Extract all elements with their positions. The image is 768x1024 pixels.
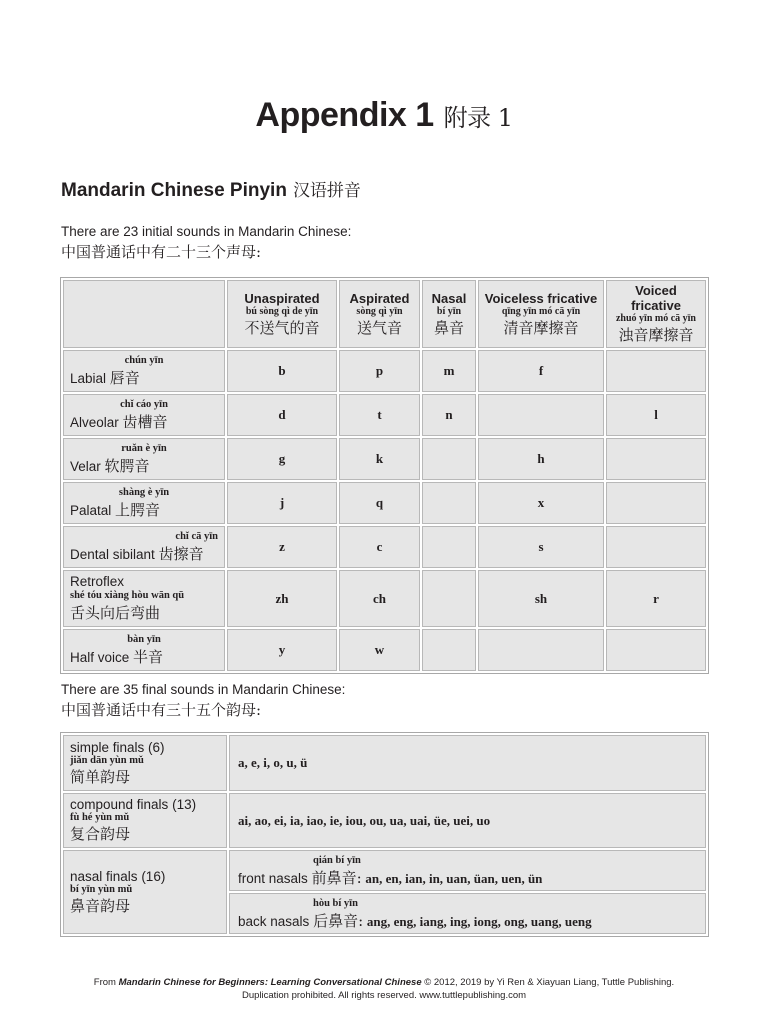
header-en: Nasal (431, 290, 467, 306)
row-cn: 舌头向后弯曲 (70, 604, 161, 622)
back-nasals-en: back nasals (238, 913, 310, 929)
table-row (63, 850, 706, 891)
finals-en: compound finals (70, 797, 169, 812)
table-cell (606, 526, 706, 568)
finals-en: simple finals (70, 739, 145, 755)
initials-header-row (63, 280, 706, 348)
header-pinyin: zhuó yīn mó cā yīn (615, 313, 696, 324)
back-nasals-cn: 后鼻音: (313, 911, 364, 930)
table-cell (422, 570, 476, 627)
initials-intro-en: There are 23 initial sounds in Mandarin Chinese: (61, 224, 352, 239)
finals-count: (13) (172, 797, 197, 812)
table-cell: l (606, 394, 706, 436)
initials-intro-cn: 中国普通话中有二十三个声母: (61, 243, 262, 261)
table-cell: m (422, 350, 476, 392)
finals-en: nasal finals (70, 868, 138, 884)
front-nasals-cell (229, 850, 706, 891)
page-footer (0, 976, 768, 1002)
header-pinyin: qīng yīn mó cā yīn (501, 305, 581, 317)
row-en: Dental sibilant (70, 547, 155, 562)
row-cn: 上腭音 (115, 501, 161, 519)
table-row (63, 350, 706, 392)
table-cell (606, 482, 706, 524)
initials-intro (61, 222, 351, 262)
row-cn: 齿擦音 (158, 545, 204, 563)
row-label-labial (63, 350, 225, 392)
row-label-alveolar (63, 394, 225, 436)
row-label-half-voice (63, 629, 225, 671)
table-cell: r (606, 570, 706, 627)
finals-count: (16) (141, 868, 166, 884)
front-nasals-cn: 前鼻音: (311, 868, 362, 887)
back-nasals-pinyin: hòu bí yīn (313, 897, 358, 909)
row-cn: 唇音 (109, 369, 140, 387)
finals-cn: 鼻音韵母 (70, 896, 131, 915)
section-title (61, 176, 361, 202)
row-pinyin: shàng è yīn (118, 487, 170, 498)
table-cell: q (339, 482, 420, 524)
table-cell: g (227, 438, 337, 480)
table-cell: z (227, 526, 337, 568)
row-en: Palatal (70, 503, 112, 518)
table-row (63, 394, 706, 436)
table-cell: d (227, 394, 337, 436)
table-cell: j (227, 482, 337, 524)
footer-copyright: © 2012, 2019 by Yi Ren & Xiayuan Liang, Tuttle Publishing. (424, 977, 675, 988)
table-row (63, 482, 706, 524)
row-en: Half voice (70, 650, 130, 665)
header-unaspirated (227, 280, 337, 348)
table-cell: zh (227, 570, 337, 627)
page-title-cn: 附录 1 (443, 104, 513, 132)
header-voiced-fricative (606, 280, 706, 348)
back-nasals-values: ang, eng, iang, ing, iong, ong, uang, ueng (366, 913, 592, 929)
table-cell: n (422, 394, 476, 436)
header-voiceless-fricative (478, 280, 604, 348)
table-cell (422, 438, 476, 480)
row-pinyin: chǐ cáo yīn (120, 399, 168, 410)
row-en: Alveolar (70, 415, 119, 430)
table-cell: x (478, 482, 604, 524)
row-label-dental-sibilant (63, 526, 225, 568)
row-pinyin: bàn yīn (127, 634, 161, 645)
compound-finals-values: ai, ao, ei, ia, iao, ie, iou, ou, ua, uai, üe, uei, uo (229, 793, 706, 848)
table-cell: ch (339, 570, 420, 627)
table-cell: t (339, 394, 420, 436)
front-nasals-pinyin: qián bí yīn (313, 854, 361, 866)
table-cell: b (227, 350, 337, 392)
table-cell (606, 438, 706, 480)
header-cn: 送气音 (356, 318, 402, 337)
table-cell: k (339, 438, 420, 480)
row-pinyin: shé tóu xiàng hòu wān qū (70, 590, 185, 601)
section-title-cn: 汉语拼音 (292, 181, 361, 201)
table-cell (606, 350, 706, 392)
row-en: Labial (70, 371, 107, 386)
header-cn: 清音摩擦音 (503, 318, 579, 337)
table-cell: h (478, 438, 604, 480)
table-cell: c (339, 526, 420, 568)
table-cell: w (339, 629, 420, 671)
table-row (63, 526, 706, 568)
row-en: Velar (70, 459, 101, 474)
table-cell: y (227, 629, 337, 671)
finals-intro-cn: 中国普通话中有三十五个韵母: (61, 701, 262, 719)
table-cell (478, 394, 604, 436)
row-label-palatal (63, 482, 225, 524)
row-pinyin: chún yīn (124, 355, 164, 366)
table-cell (606, 629, 706, 671)
header-en: Unaspirated (244, 290, 320, 306)
simple-finals-values: a, e, i, o, u, ü (229, 735, 706, 791)
finals-intro-en: There are 35 final sounds in Mandarin Chinese: (61, 682, 346, 697)
header-en: Aspirated (349, 290, 410, 306)
finals-count: (6) (148, 739, 165, 755)
header-en: Voiced fricative (631, 283, 681, 313)
header-cn: 不送气的音 (244, 318, 320, 337)
finals-intro (61, 680, 345, 720)
front-nasals-values: an, en, ian, in, uan, üan, uen, ün (365, 870, 543, 886)
initials-table (60, 277, 709, 674)
row-label-velar (63, 438, 225, 480)
table-row (63, 793, 706, 848)
header-aspirated (339, 280, 420, 348)
finals-table (60, 732, 709, 937)
simple-finals-label (63, 735, 227, 791)
header-corner-cell (63, 280, 225, 348)
table-row (63, 570, 706, 627)
row-cn: 半音 (133, 648, 164, 666)
footer-prefix: From (93, 977, 116, 988)
header-pinyin: bí yīn (436, 305, 462, 317)
table-row (63, 629, 706, 671)
table-cell: p (339, 350, 420, 392)
table-cell: f (478, 350, 604, 392)
header-pinyin: sòng qì yīn (356, 305, 403, 317)
table-cell: sh (478, 570, 604, 627)
section-title-en: Mandarin Chinese Pinyin (61, 180, 287, 201)
finals-pinyin: fù hé yùn mǔ (70, 812, 130, 823)
row-cn: 软腭音 (104, 457, 150, 475)
finals-pinyin: jiǎn dān yùn mǔ (70, 754, 144, 766)
header-nasal (422, 280, 476, 348)
page-title-en: Appendix 1 (255, 96, 434, 134)
compound-finals-label (63, 793, 227, 848)
table-cell (422, 482, 476, 524)
footer-line1 (0, 976, 768, 989)
nasal-finals-label (63, 850, 227, 934)
header-cn: 鼻音 (433, 318, 464, 337)
finals-pinyin: bí yīn yùn mǔ (70, 883, 133, 895)
row-pinyin: chǐ cā yīn (175, 531, 218, 542)
footer-book-title: Mandarin Chinese for Beginners: Learning Conversational Chinese (118, 977, 422, 988)
header-pinyin: bú sòng qì de yīn (245, 305, 319, 317)
row-pinyin: ruǎn è yīn (121, 443, 167, 454)
header-en: Voiceless fricative (484, 290, 598, 306)
table-row (63, 438, 706, 480)
header-cn: 浊音摩擦音 (618, 326, 694, 344)
table-cell (422, 629, 476, 671)
front-nasals-en: front nasals (238, 870, 308, 886)
table-cell: s (478, 526, 604, 568)
row-cn: 齿槽音 (122, 413, 168, 431)
row-label-retroflex (63, 570, 225, 627)
row-en: Retroflex (70, 574, 125, 589)
footer-line2: Duplication prohibited. All rights reserved. www.tuttlepublishing.com (241, 990, 527, 1001)
table-row (63, 735, 706, 791)
page-title (0, 96, 768, 135)
table-cell (478, 629, 604, 671)
finals-cn: 复合韵母 (70, 825, 131, 843)
finals-cn: 简单韵母 (70, 767, 131, 786)
table-cell (422, 526, 476, 568)
back-nasals-cell (229, 893, 706, 934)
